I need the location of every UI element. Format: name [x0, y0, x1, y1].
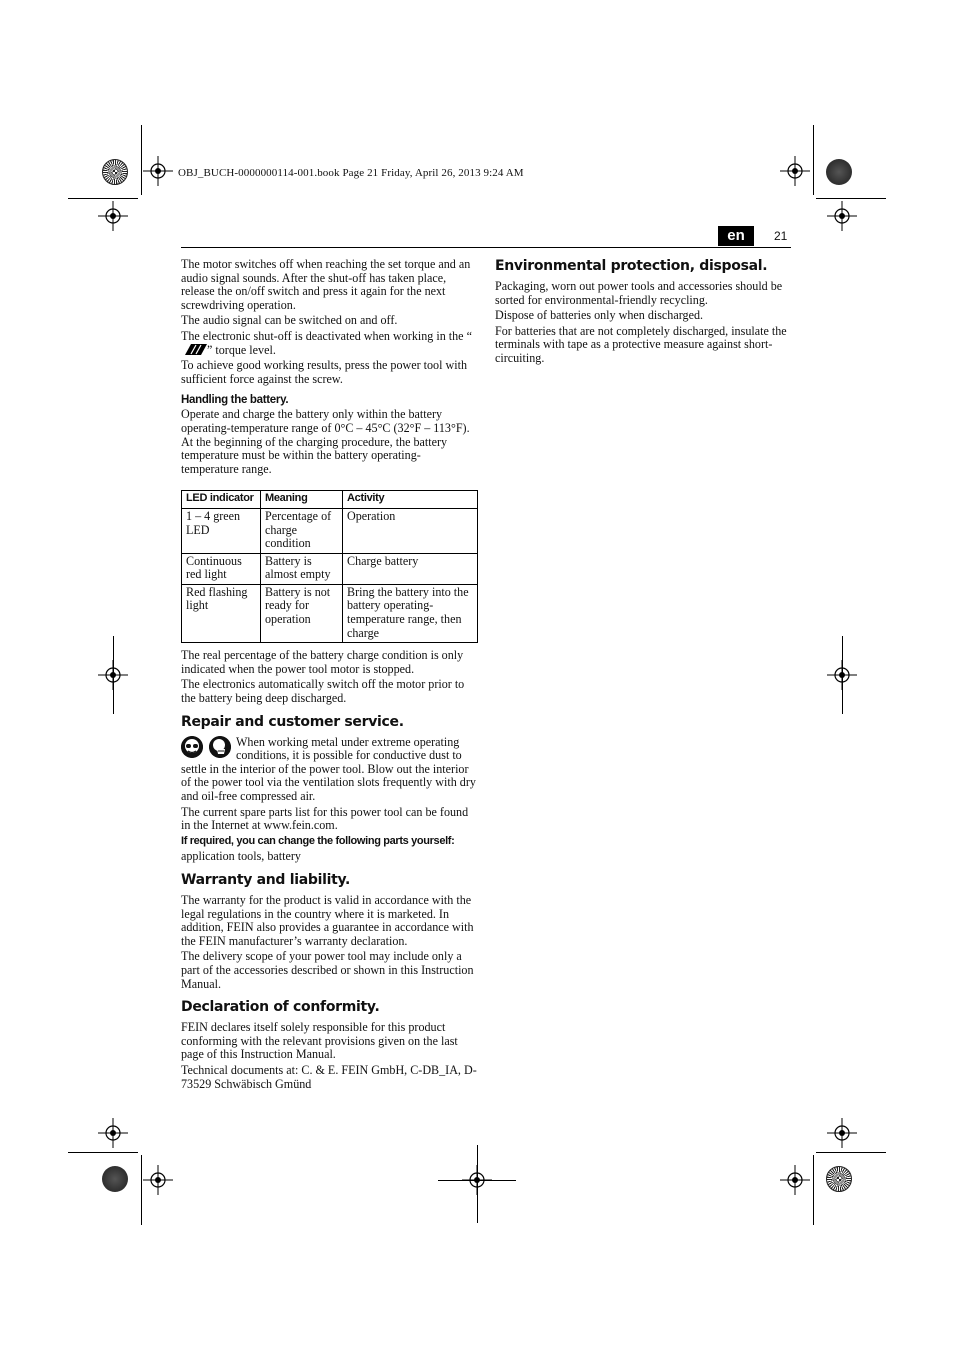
- table-cell: Percentage of charge condition: [261, 508, 343, 553]
- paragraph: The delivery scope of your power tool may include only a part of the accessories described or shown in this Instruction Manual.: [181, 949, 474, 991]
- table-cell: Operation: [343, 508, 478, 553]
- bold-note: If required, you can change the following parts yourself:: [181, 834, 455, 847]
- registration-mark-icon: [827, 201, 857, 231]
- environment-heading: Environmental protection, disposal.: [495, 258, 768, 274]
- registration-mark-icon: [143, 156, 173, 186]
- paragraph: Operate and charge the battery only within the battery operating-temperature range of 0°C – 45°C (32°F – 113°F). At the beginning of the charging procedure, the battery temperature must be within the battery operating-temperature range.: [181, 407, 470, 476]
- paragraph: application tools, battery: [181, 849, 301, 864]
- page-number: 21: [774, 229, 788, 243]
- warranty-heading: Warranty and liability.: [181, 871, 351, 888]
- dust-mask-icon: [209, 736, 231, 758]
- left-column: [181, 258, 478, 1093]
- table-row: [182, 584, 478, 642]
- color-rosette-icon: [102, 159, 128, 185]
- table-cell: 1 – 4 green LED: [182, 508, 261, 553]
- color-rosette-icon: [826, 1166, 852, 1192]
- battery-heading: Handling the battery.: [181, 394, 289, 407]
- declaration-heading: Declaration of conformity.: [181, 999, 380, 1016]
- registration-mark-icon: [827, 660, 857, 690]
- paragraph: Dispose of batteries only when discharged.: [495, 308, 704, 323]
- registration-mark-icon: [143, 1165, 173, 1195]
- header-rule: [181, 247, 791, 248]
- table-row: [182, 508, 478, 553]
- paragraph: For batteries that are not completely discharged, insulate the terminals with tape as a protective measure against short-circuiting.: [495, 323, 787, 365]
- column-header: Activity: [343, 491, 478, 509]
- paragraph: Packaging, worn out power tools and accessories should be sorted for environmental-friendly recycling.: [495, 279, 783, 307]
- paragraph: FEIN declares itself solely responsible for this product conforming with the relevant provisions given on the last page of this Instruction Manual.: [181, 1020, 458, 1062]
- registration-mark-icon: [98, 201, 128, 231]
- table-cell: Continuous red light: [182, 553, 261, 584]
- safety-icons: [181, 736, 236, 760]
- paragraph: The electronics automatically switch off the motor prior to the battery being deep discharged.: [181, 677, 465, 706]
- table-header-row: [182, 491, 478, 509]
- file-info: OBJ_BUCH-0000000114-001.book Page 21 Friday, April 26, 2013 9:24 AM: [178, 167, 524, 179]
- right-column: [495, 258, 791, 368]
- paragraph: The real percentage of the battery charge condition is only indicated when the power tool motor is stopped.: [181, 648, 464, 676]
- table-cell: Battery is not ready for operation: [261, 584, 343, 642]
- table-cell: Red flashing light: [182, 584, 261, 642]
- paragraph: The current spare parts list for this power tool can be found in the Internet at www.fein.com.: [181, 804, 469, 833]
- paragraph: The motor switches off when reaching the set torque and an audio signal sounds. After the shut-off has taken place, release the on/off switch and press it again for the next screwdriving operation.: [181, 257, 471, 312]
- paragraph: When working metal under extreme operating conditions, it is possible for conductive dust to settle in the interior of the power tool. Blow out the interior of the power tool via the ventilation slots frequently with dry and oil-free compressed air.: [181, 734, 476, 803]
- registration-mark-icon: [827, 1118, 857, 1148]
- table-cell: Charge battery: [343, 553, 478, 584]
- torque-level-icon: [181, 344, 207, 355]
- table-cell: Battery is almost empty: [261, 553, 343, 584]
- language-badge: en: [718, 226, 754, 246]
- registration-mark-icon: [98, 660, 128, 690]
- paragraph: The warranty for the product is valid in accordance with the legal regulations in the country where it is marketed. In addition, FEIN also provides a guarantee in accordance with the FEIN manufacturer’s warranty declaration.: [181, 892, 474, 948]
- led-table: [181, 490, 478, 643]
- paragraph: Technical documents at: C. & E. FEIN GmbH, C-DB_IA, D-73529 Schwäbisch Gmünd: [181, 1062, 477, 1091]
- paragraph: The electronic shut-off is deactivated when working in the “” torque level.: [181, 328, 472, 357]
- column-header: Meaning: [261, 491, 343, 509]
- repair-heading: Repair and customer service.: [181, 713, 404, 730]
- registration-mark-icon: [98, 1118, 128, 1148]
- registration-mark-icon: [780, 1165, 810, 1195]
- table-row: [182, 553, 478, 584]
- color-rosette-icon: [826, 159, 852, 185]
- table-cell: Bring the battery into the battery operating-temperature range, then charge: [343, 584, 478, 642]
- color-rosette-icon: [102, 1166, 128, 1192]
- safety-goggles-icon: [181, 736, 203, 758]
- column-header: LED indicator: [182, 491, 261, 509]
- registration-mark-icon: [780, 156, 810, 186]
- paragraph: The audio signal can be switched on and off.: [181, 313, 398, 328]
- paragraph: To achieve good working results, press the power tool with sufficient force against the screw.: [181, 358, 467, 386]
